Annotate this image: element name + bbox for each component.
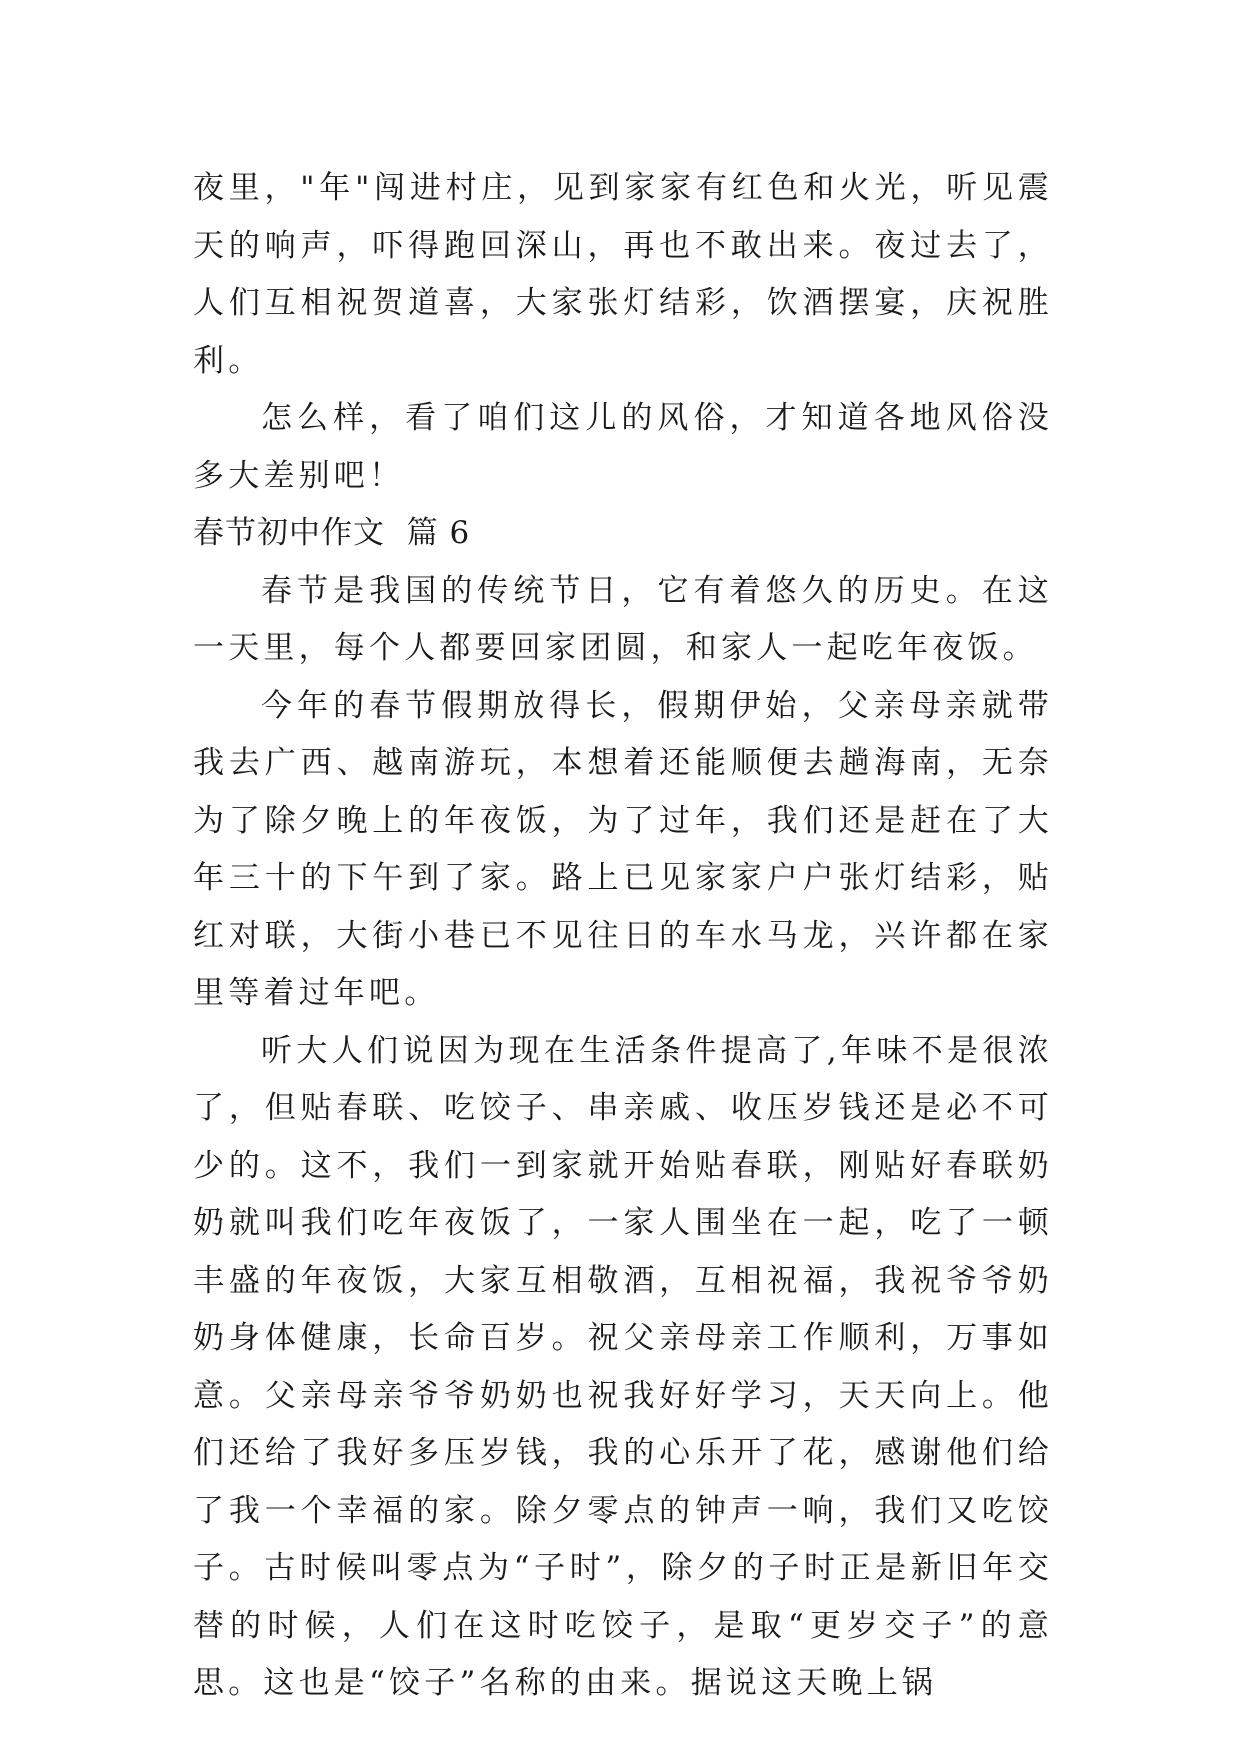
paragraph-intro: 春节是我国的传统节日，它有着悠久的历史。在这一天里，每个人都要回家团圆，和家人一起吃年夜饭。 (193, 572, 1053, 666)
paragraph-continued: 夜里，"年"闯进村庄，见到家家有红色和火光，听见震天的响声，吓得跑回深山，再也不敢出来。夜过去了，人们互相祝贺道喜，大家张灯结彩，饮酒摆宴，庆祝胜利。 (193, 170, 1053, 379)
paragraph-conclusion: 怎么样，看了咱们这儿的风俗，才知道各地风俗没多大差别吧！ (193, 400, 1053, 494)
paragraph-new-year-eve: 听大人们说因为现在生活条件提高了,年味不是很浓了，但贴春联、吃饺子、串亲戚、收压岁钱还是必不可少的。这不，我们一到家就开始贴春联，刚贴好春联奶奶就叫我们吃年夜饭了，一家人围坐在一起，吃了一顿丰盛的年夜饭，大家互相敬酒，互相祝福，我祝爷爷奶奶身体健康，长命百岁。祝父亲母亲工作顺利，万事如意。父亲母亲爷爷奶奶也祝我好好学习，天天向上。他们还给了我好多压岁钱，我的心乐开了花，感谢他们给了我一个幸福的家。除夕零点的钟声一响，我们又吃饺子。古时候叫零点为“子时”，除夕的子时正是新旧年交替的时候，人们在这时吃饺子，是取“更岁交子”的意思。这也是“饺子”名称的由来。据说这天晚上锅 (193, 1032, 1053, 1701)
section-title: 春节初中作文 篇 6 (193, 515, 471, 551)
document-page (193, 160, 1053, 1713)
paragraph-travel: 今年的春节假期放得长，假期伊始，父亲母亲就带我去广西、越南游玩，本想着还能顺便去趟海南，无奈为了除夕晚上的年夜饭，为了过年，我们还是赶在了大年三十的下午到了家。路上已见家家户户张灯结彩，贴红对联，大街小巷已不见往日的车水马龙，兴许都在家里等着过年吧。 (193, 687, 1053, 1011)
